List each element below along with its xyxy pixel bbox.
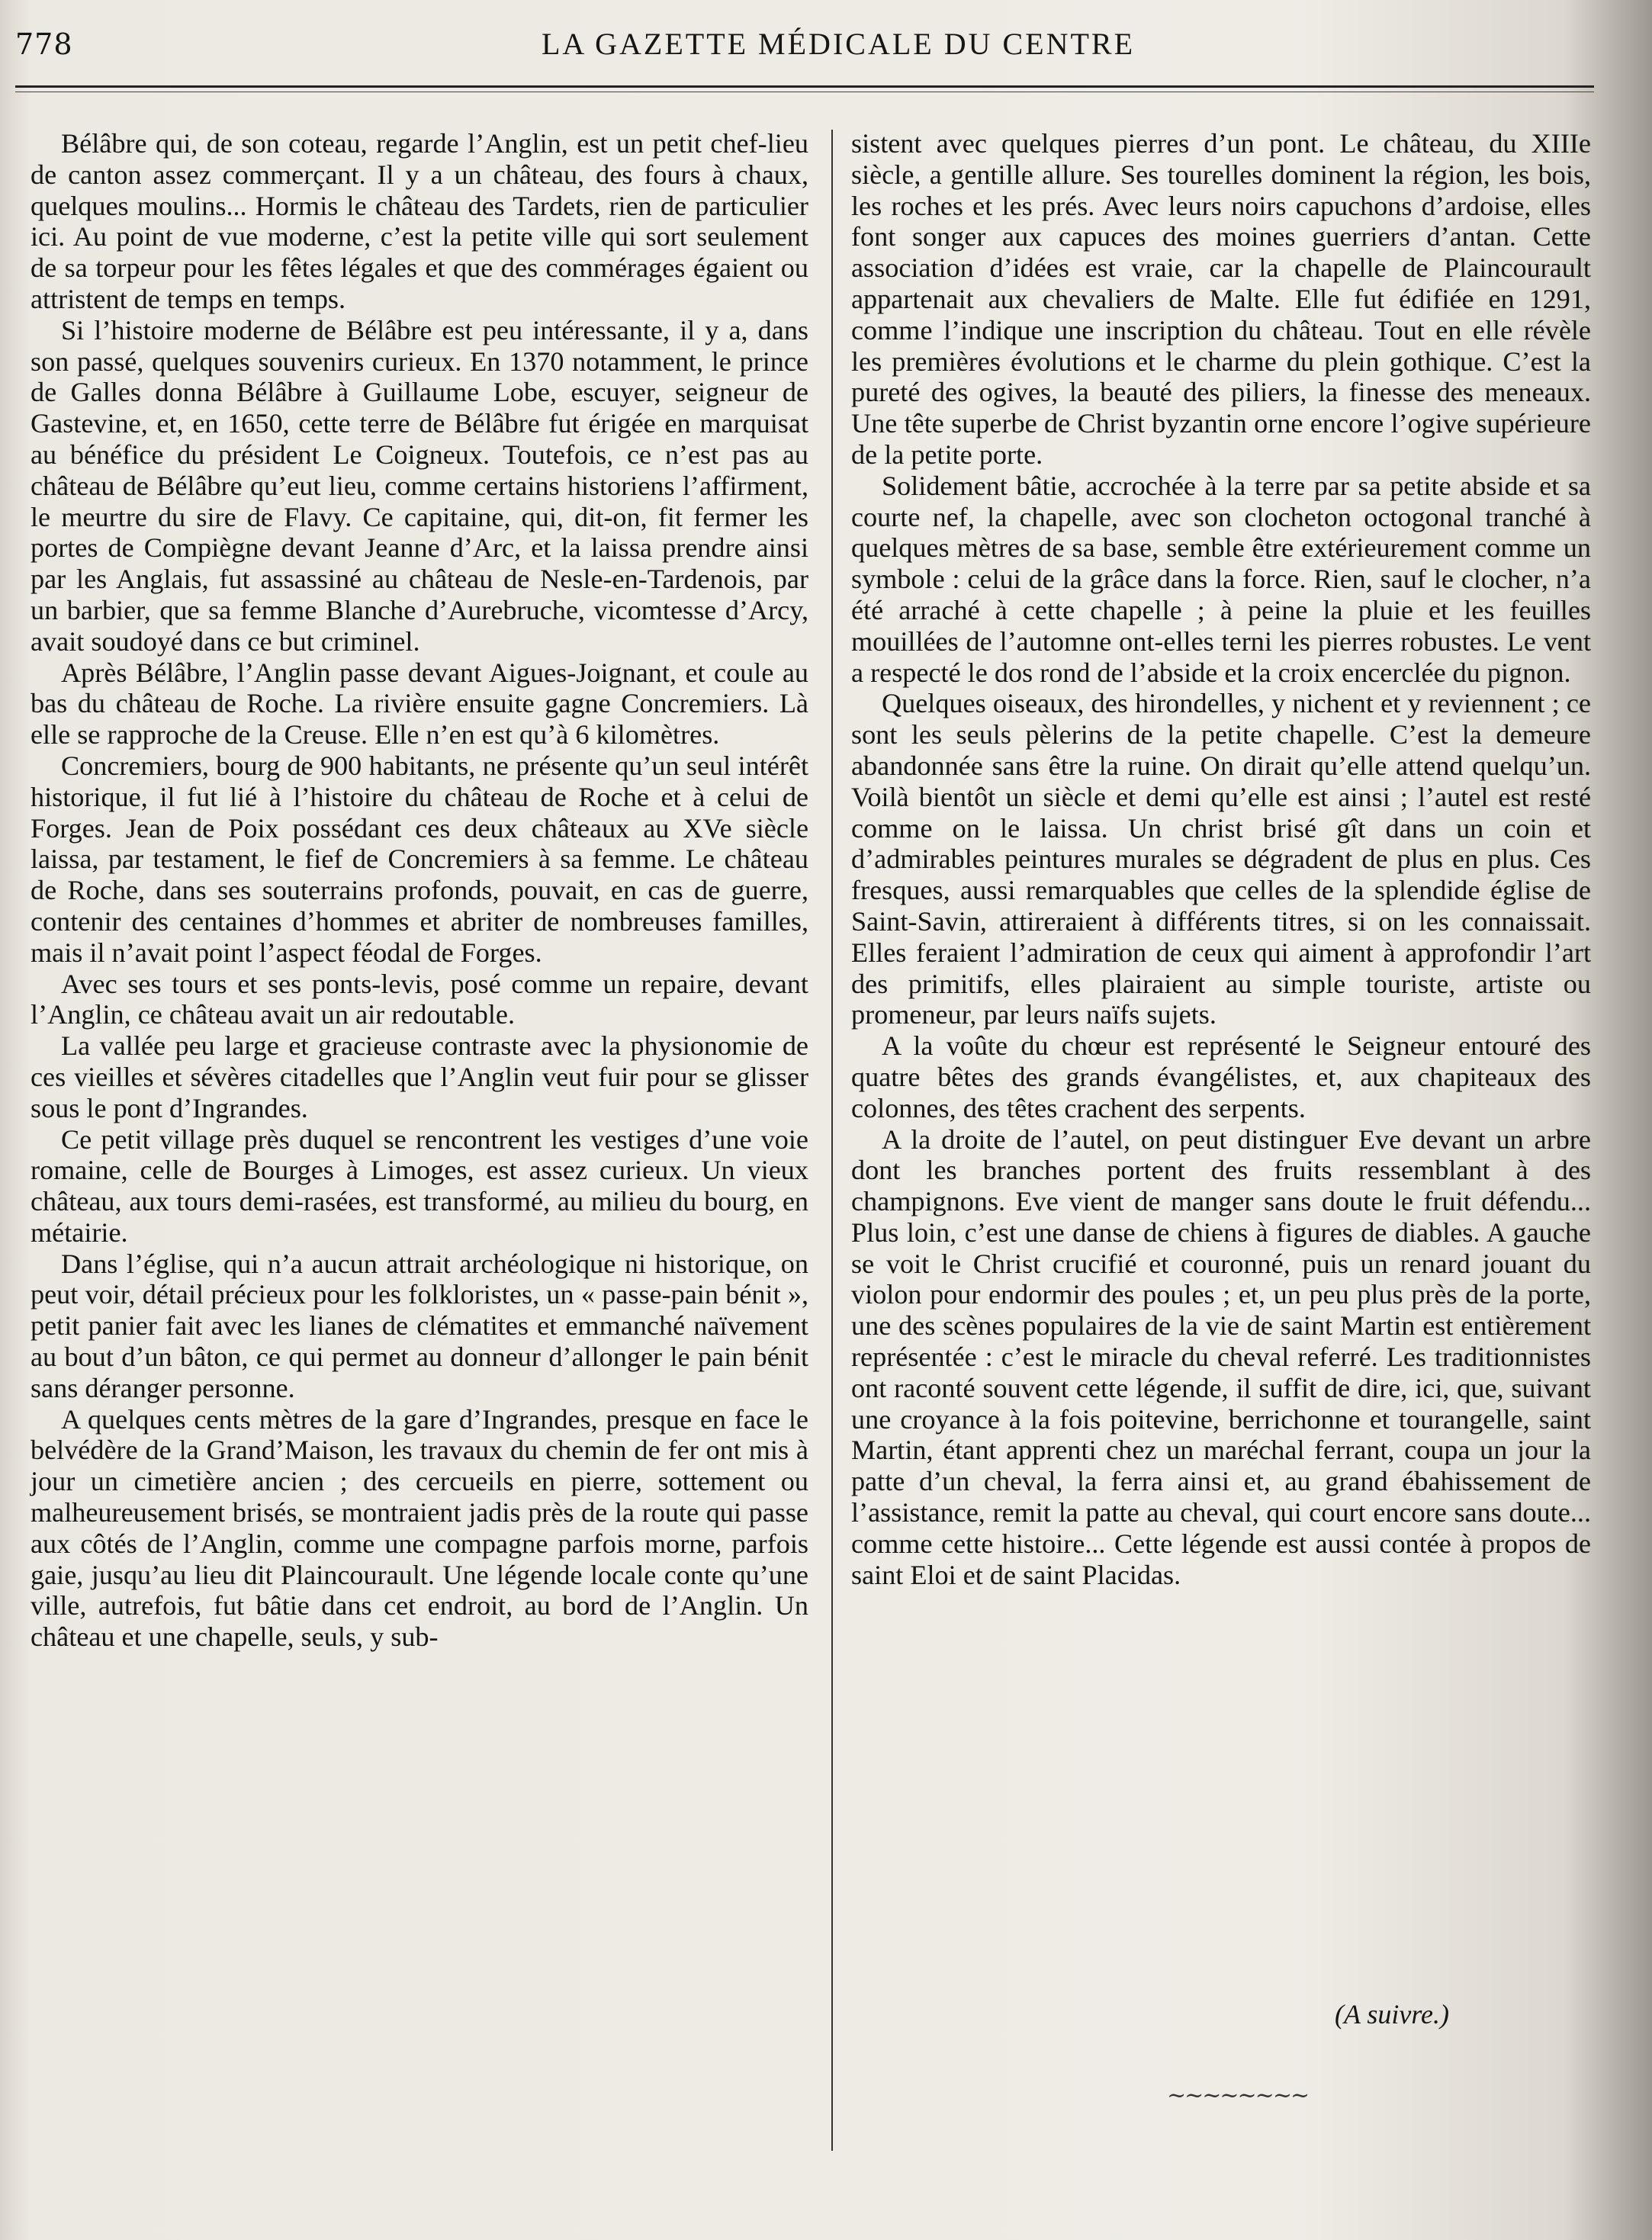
paragraph: Dans l’église, qui n’a aucun attrait archéologique ni historique, on peut voir, détail précieux pour les folkloristes, un « passe-pain bénit », petit panier fait avec les lianes de clématites et emmanché naïvement au bout d’un bâton, ce qui permet au donneur d’allonger le pain bénit sans déranger personne. — [31, 1248, 808, 1403]
paragraph: Ce petit village près duquel se rencontrent les vestiges d’une voie romaine, celle de Bourges à Limoges, est assez curieux. Un vieux château, aux tours demi-rasées, est transformé, au milieu du bourg, en métairie. — [31, 1123, 808, 1248]
to-be-continued-note: (A suivre.) — [1335, 1999, 1449, 2029]
paragraph: Solidement bâtie, accrochée à la terre par sa petite abside et sa courte nef, la chapelle, avec son clocheton octogonal tranché à quelques mètres de sa base, semble être extérieurement comme un symbole : celui de la grâce dans la force. Rien, sauf le clocher, n’a été arraché à cette chapelle ; à peine la pluie et les feuilles mouillées de l’automne ont-elles terni les pierres robustes. Le vent a respecté le dos rond de l’abside et la croix encerclée du pignon. — [851, 470, 1591, 688]
paragraph: Après Bélâbre, l’Anglin passe devant Aigues-Joignant, et coule au bas du château de Roche. La rivière ensuite gagne Concremiers. Là elle se rapproche de la Creuse. Elle n’en est qu’à 6 kilomètres. — [31, 657, 808, 750]
paragraph: La vallée peu large et gracieuse contraste avec la physionomie de ces vieilles et sévères citadelles que l’Anglin veut fuir pour se glisser sous le pont d’Ingrandes. — [31, 1030, 808, 1123]
end-ornament: ~~~~~~~~ — [1167, 2082, 1309, 2109]
paragraph: A la voûte du chœur est représenté le Seigneur entouré des quatre bêtes des grands évangélistes, et, aux chapiteaux des colonnes, des têtes crachent des serpents. — [851, 1030, 1591, 1123]
page-number: 778 — [15, 27, 73, 61]
right-column — [851, 128, 1591, 1590]
paragraph: Si l’histoire moderne de Bélâbre est peu intéressante, il y a, dans son passé, quelques souvenirs curieux. En 1370 notamment, le prince de Galles donna Bélâbre à Guillaume Lobe, escuyer, seigneur de Gastevine, et, en 1650, cette terre de Bélâbre fut érigée en marquisat au bénéfice du président Le Coigneux. Toutefois, ce n’est pas au château de Bélâbre qu’eut lieu, comme certains historiens l’affirment, le meurtre du sire de Flavy. Ce capitaine, qui, dit-on, fit fermer les portes de Compiègne devant Jeanne d’Arc, et la laissa prendre ainsi par les Anglais, fut assassiné au château de Nesle-en-Tardenois, par un barbier, que sa femme Blanche d’Aurebruche, vicomtesse d’Arcy, avait soudoyé dans ce but criminel. — [31, 314, 808, 657]
paragraph: Avec ses tours et ses ponts-levis, posé comme un repaire, devant l’Anglin, ce château avait un air redoutable. — [31, 968, 808, 1030]
column-divider — [831, 130, 833, 2151]
header-rule — [15, 85, 1594, 88]
paragraph: A la droite de l’autel, on peut distinguer Eve devant un arbre dont les branches portent des fruits ressemblant à des champignons. Eve vient de manger sans doute le fruit défendu... Plus loin, c’est une danse de chiens à figures de diables. A gauche se voit le Christ crucifié et couronné, puis un renard jouant du violon pour endormir des poules ; et, un peu plus près de la porte, une des scènes populaires de la vie de saint Martin est entièrement représentée : c’est le miracle du cheval referré. Les traditionnistes ont raconté souvent cette légende, il suffit de dire, ici, que, suivant une croyance à la fois poitevine, berrichonne et tourangelle, saint Martin, étant apprenti chez un maréchal ferrant, coupa un jour la patte d’un cheval, la ferra ainsi et, au grand ébahissement de l’assistance, remit la patte au cheval, qui court encore sans doute... comme cette histoire... Cette légende est aussi contée à propos de saint Eloi et de saint Placidas. — [851, 1123, 1591, 1590]
running-header — [15, 23, 1609, 69]
paragraph: Quelques oiseaux, des hirondelles, y nichent et y reviennent ; ce sont les seuls pèlerins de la petite chapelle. C’est la demeure abandonnée sans être la ruine. On dirait qu’elle attend quelqu’un. Voilà bientôt un siècle et demi qu’elle est ainsi ; l’autel est resté comme on le laissa. Un christ brisé gît dans un coin et d’admirables peintures murales se dégradent de plus en plus. Ces fresques, aussi remarquables que celles de la splendide église de Saint-Savin, attireraient à différents titres, si on les connaissait. Elles feraient l’admiration de ceux qui aiment à approfondir l’art des primitifs, elles plairaient au simple touriste, artiste ou promeneur, par leurs naïfs sujets. — [851, 688, 1591, 1030]
paragraph: Bélâbre qui, de son coteau, regarde l’Anglin, est un petit chef-lieu de canton assez commerçant. Il y a un château, des fours à chaux, quelques moulins... Hormis le château des Tardets, rien de particulier ici. Au point de vue moderne, c’est la petite ville qui sort seulement de sa torpeur pour les fêtes légales et que des commérages égaient ou attristent de temps en temps. — [31, 128, 808, 314]
paragraph: Concremiers, bourg de 900 habitants, ne présente qu’un seul intérêt historique, il fut lié à l’histoire du château de Roche et à celui de Forges. Jean de Poix possédant ces deux châteaux au XVe siècle laissa, par testament, le fief de Concremiers à sa femme. Le château de Roche, dans ses souterrains profonds, pouvait, en cas de guerre, contenir des centaines d’hommes et abriter de nombreuses familles, mais il n’avait point l’aspect féodal de Forges. — [31, 750, 808, 968]
left-column — [31, 128, 808, 1653]
running-title: LA GAZETTE MÉDICALE DU CENTRE — [542, 27, 1136, 61]
paragraph: sistent avec quelques pierres d’un pont. Le château, du XIIIe siècle, a gentille allure. Ses tourelles dominent la région, les bois, les roches et les prés. Avec leurs noirs capuchons d’ardoise, elles font songer aux capuces des moines guerriers d’antan. Cette association d’idées est vraie, car la chapelle de Plaincourault appartenait aux chevaliers de Malte. Elle fut édifiée en 1291, comme l’indique une inscription du château. Tout en elle révèle les premières évolutions et le charme du plein gothique. C’est la pureté des ogives, la beauté des piliers, la finesse des meneaux. Une tête superbe de Christ byzantin orne encore l’ogive supérieure de la petite porte. — [851, 128, 1591, 470]
paragraph: A quelques cents mètres de la gare d’Ingrandes, presque en face le belvédère de la Grand’Maison, les travaux du chemin de fer ont mis à jour un cimetière ancien ; des cercueils en pierre, sottement ou malheureusement brisés, se montraient jadis près de la route qui passe aux côtés de l’Anglin, comme une compagne parfois morne, parfois gaie, jusqu’au lieu dit Plaincourault. Une légende locale conte qu’une ville, autrefois, fut bâtie dans cet endroit, au bord de l’Anglin. Un château et une chapelle, seuls, y sub- — [31, 1403, 808, 1653]
